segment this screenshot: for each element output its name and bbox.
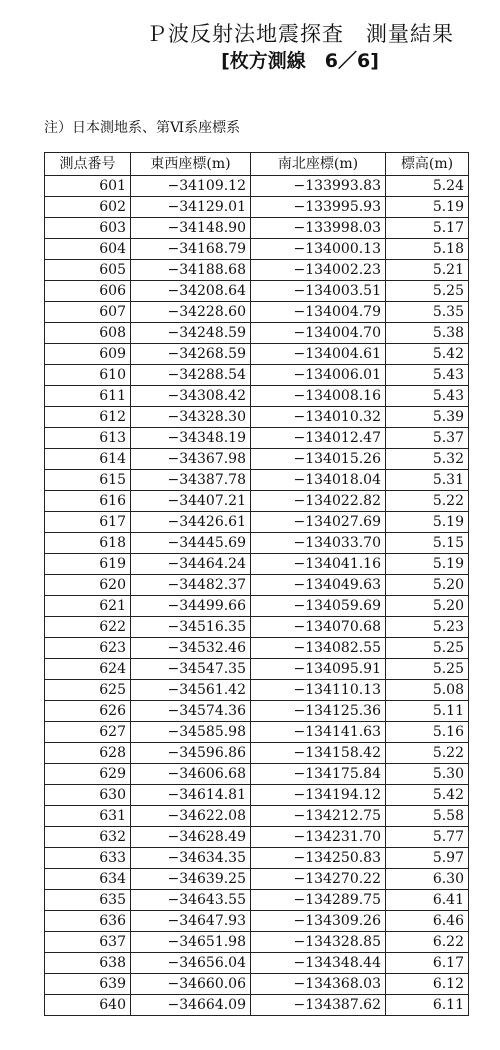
table-row: [45, 176, 469, 197]
station-number-cell: 620: [45, 575, 131, 596]
elevation-cell: 5.43: [386, 386, 469, 407]
east-west-cell: −34129.01: [131, 197, 251, 218]
east-west-cell: −34308.42: [131, 386, 251, 407]
station-number-cell: 622: [45, 617, 131, 638]
table-row: [45, 848, 469, 869]
east-west-cell: −34596.86: [131, 743, 251, 764]
east-west-cell: −34426.61: [131, 512, 251, 533]
elevation-cell: 6.41: [386, 890, 469, 911]
elevation-cell: 5.23: [386, 617, 469, 638]
table-row: [45, 890, 469, 911]
east-west-cell: −34660.06: [131, 974, 251, 995]
east-west-cell: −34482.37: [131, 575, 251, 596]
north-south-cell: −134270.22: [251, 869, 386, 890]
east-west-cell: −34499.66: [131, 596, 251, 617]
station-number-cell: 625: [45, 680, 131, 701]
table-row: [45, 470, 469, 491]
east-west-cell: −34516.35: [131, 617, 251, 638]
east-west-cell: −34464.24: [131, 554, 251, 575]
east-west-cell: −34387.78: [131, 470, 251, 491]
elevation-cell: 5.25: [386, 281, 469, 302]
elevation-cell: 5.08: [386, 680, 469, 701]
table-row: [45, 953, 469, 974]
north-south-cell: −134002.23: [251, 260, 386, 281]
station-number-cell: 613: [45, 428, 131, 449]
elevation-cell: 5.22: [386, 743, 469, 764]
station-number-cell: 629: [45, 764, 131, 785]
elevation-cell: 5.21: [386, 260, 469, 281]
elevation-cell: 5.42: [386, 344, 469, 365]
column-header-station-number: 測点番号: [45, 153, 131, 176]
north-south-cell: −134141.63: [251, 722, 386, 743]
table-row: [45, 491, 469, 512]
east-west-cell: −34547.35: [131, 659, 251, 680]
elevation-cell: 5.17: [386, 218, 469, 239]
north-south-cell: −133993.83: [251, 176, 386, 197]
elevation-cell: 5.19: [386, 554, 469, 575]
station-number-cell: 604: [45, 239, 131, 260]
east-west-cell: −34574.36: [131, 701, 251, 722]
column-header-elevation: 標高(m): [386, 153, 469, 176]
table-row: [45, 218, 469, 239]
elevation-cell: 5.11: [386, 701, 469, 722]
table-row: [45, 932, 469, 953]
elevation-cell: 5.24: [386, 176, 469, 197]
north-south-cell: −134194.12: [251, 785, 386, 806]
line-subtitle: [枚方測線 6／6]: [221, 50, 379, 72]
table-row: [45, 344, 469, 365]
north-south-cell: −134175.84: [251, 764, 386, 785]
coordinate-system-note: 注）日本測地系、第Ⅵ系座標系: [44, 120, 241, 136]
north-south-cell: −134004.61: [251, 344, 386, 365]
east-west-cell: −34647.93: [131, 911, 251, 932]
table-row: [45, 764, 469, 785]
column-header-north-south: 南北座標(m): [251, 153, 386, 176]
station-number-cell: 632: [45, 827, 131, 848]
north-south-cell: −134082.55: [251, 638, 386, 659]
table-row: [45, 995, 469, 1016]
north-south-cell: −134041.16: [251, 554, 386, 575]
station-number-cell: 635: [45, 890, 131, 911]
table-row: [45, 911, 469, 932]
table-row: [45, 281, 469, 302]
station-number-cell: 624: [45, 659, 131, 680]
station-number-cell: 619: [45, 554, 131, 575]
north-south-cell: −134059.69: [251, 596, 386, 617]
elevation-cell: 5.19: [386, 512, 469, 533]
station-number-cell: 631: [45, 806, 131, 827]
table-header-row: [45, 153, 469, 176]
station-number-cell: 612: [45, 407, 131, 428]
east-west-cell: −34628.49: [131, 827, 251, 848]
east-west-cell: −34328.30: [131, 407, 251, 428]
station-number-cell: 608: [45, 323, 131, 344]
north-south-cell: −134070.68: [251, 617, 386, 638]
elevation-cell: 6.12: [386, 974, 469, 995]
east-west-cell: −34656.04: [131, 953, 251, 974]
east-west-cell: −34248.59: [131, 323, 251, 344]
east-west-cell: −34651.98: [131, 932, 251, 953]
east-west-cell: −34168.79: [131, 239, 251, 260]
station-number-cell: 605: [45, 260, 131, 281]
table-row: [45, 575, 469, 596]
elevation-cell: 5.31: [386, 470, 469, 491]
table-row: [45, 806, 469, 827]
elevation-cell: 5.43: [386, 365, 469, 386]
north-south-cell: −134022.82: [251, 491, 386, 512]
north-south-cell: −134309.26: [251, 911, 386, 932]
table-row: [45, 617, 469, 638]
station-number-cell: 628: [45, 743, 131, 764]
table-row: [45, 722, 469, 743]
station-number-cell: 637: [45, 932, 131, 953]
table-row: [45, 323, 469, 344]
station-number-cell: 636: [45, 911, 131, 932]
table-row: [45, 239, 469, 260]
north-south-cell: −134212.75: [251, 806, 386, 827]
elevation-cell: 5.32: [386, 449, 469, 470]
table-row: [45, 449, 469, 470]
table-row: [45, 869, 469, 890]
station-number-cell: 633: [45, 848, 131, 869]
station-number-cell: 638: [45, 953, 131, 974]
elevation-cell: 5.35: [386, 302, 469, 323]
station-number-cell: 607: [45, 302, 131, 323]
table-row: [45, 197, 469, 218]
north-south-cell: −134003.51: [251, 281, 386, 302]
elevation-cell: 6.17: [386, 953, 469, 974]
station-number-cell: 611: [45, 386, 131, 407]
table-row: [45, 407, 469, 428]
elevation-cell: 6.46: [386, 911, 469, 932]
table-row: [45, 365, 469, 386]
east-west-cell: −34109.12: [131, 176, 251, 197]
elevation-cell: 5.19: [386, 197, 469, 218]
station-number-cell: 639: [45, 974, 131, 995]
table-row: [45, 386, 469, 407]
station-number-cell: 621: [45, 596, 131, 617]
north-south-cell: −134049.63: [251, 575, 386, 596]
table-row: [45, 827, 469, 848]
east-west-cell: −34606.68: [131, 764, 251, 785]
elevation-cell: 6.22: [386, 932, 469, 953]
east-west-cell: −34532.46: [131, 638, 251, 659]
station-number-cell: 626: [45, 701, 131, 722]
east-west-cell: −34148.90: [131, 218, 251, 239]
elevation-cell: 5.42: [386, 785, 469, 806]
station-number-cell: 615: [45, 470, 131, 491]
north-south-cell: −134015.26: [251, 449, 386, 470]
north-south-cell: −134000.13: [251, 239, 386, 260]
table-row: [45, 701, 469, 722]
north-south-cell: −134008.16: [251, 386, 386, 407]
north-south-cell: −134348.44: [251, 953, 386, 974]
elevation-cell: 5.20: [386, 596, 469, 617]
east-west-cell: −34348.19: [131, 428, 251, 449]
elevation-cell: 5.97: [386, 848, 469, 869]
north-south-cell: −134012.47: [251, 428, 386, 449]
north-south-cell: −134033.70: [251, 533, 386, 554]
north-south-cell: −134027.69: [251, 512, 386, 533]
east-west-cell: −34188.68: [131, 260, 251, 281]
elevation-cell: 6.11: [386, 995, 469, 1016]
station-number-cell: 627: [45, 722, 131, 743]
elevation-cell: 5.58: [386, 806, 469, 827]
station-number-cell: 601: [45, 176, 131, 197]
station-number-cell: 618: [45, 533, 131, 554]
station-number-cell: 610: [45, 365, 131, 386]
table-row: [45, 638, 469, 659]
elevation-cell: 5.30: [386, 764, 469, 785]
north-south-cell: −134004.70: [251, 323, 386, 344]
north-south-cell: −133995.93: [251, 197, 386, 218]
elevation-cell: 6.30: [386, 869, 469, 890]
table-row: [45, 512, 469, 533]
east-west-cell: −34208.64: [131, 281, 251, 302]
table-row: [45, 974, 469, 995]
north-south-cell: −134006.01: [251, 365, 386, 386]
elevation-cell: 5.77: [386, 827, 469, 848]
table-row: [45, 533, 469, 554]
station-number-cell: 602: [45, 197, 131, 218]
east-west-cell: −34614.81: [131, 785, 251, 806]
table-row: [45, 428, 469, 449]
east-west-cell: −34643.55: [131, 890, 251, 911]
north-south-cell: −134095.91: [251, 659, 386, 680]
north-south-cell: −134328.85: [251, 932, 386, 953]
elevation-cell: 5.22: [386, 491, 469, 512]
north-south-cell: −134387.62: [251, 995, 386, 1016]
elevation-cell: 5.38: [386, 323, 469, 344]
station-number-cell: 623: [45, 638, 131, 659]
elevation-cell: 5.25: [386, 659, 469, 680]
east-west-cell: −34634.35: [131, 848, 251, 869]
north-south-cell: −134368.03: [251, 974, 386, 995]
east-west-cell: −34228.60: [131, 302, 251, 323]
elevation-cell: 5.20: [386, 575, 469, 596]
north-south-cell: −134010.32: [251, 407, 386, 428]
east-west-cell: −34622.08: [131, 806, 251, 827]
column-header-east-west: 東西座標(m): [131, 153, 251, 176]
station-number-cell: 616: [45, 491, 131, 512]
north-south-cell: −134250.83: [251, 848, 386, 869]
elevation-cell: 5.39: [386, 407, 469, 428]
east-west-cell: −34561.42: [131, 680, 251, 701]
station-number-cell: 617: [45, 512, 131, 533]
table-row: [45, 743, 469, 764]
north-south-cell: −134289.75: [251, 890, 386, 911]
page-title: Ｐ波反射法地震探査 測量結果: [146, 22, 454, 46]
north-south-cell: −134125.36: [251, 701, 386, 722]
elevation-cell: 5.15: [386, 533, 469, 554]
station-number-cell: 630: [45, 785, 131, 806]
table-row: [45, 260, 469, 281]
table-row: [45, 596, 469, 617]
north-south-cell: −134004.79: [251, 302, 386, 323]
north-south-cell: −134231.70: [251, 827, 386, 848]
survey-results-table: [44, 152, 469, 1016]
east-west-cell: −34407.21: [131, 491, 251, 512]
station-number-cell: 614: [45, 449, 131, 470]
east-west-cell: −34445.69: [131, 533, 251, 554]
table-row: [45, 302, 469, 323]
station-number-cell: 609: [45, 344, 131, 365]
east-west-cell: −34585.98: [131, 722, 251, 743]
elevation-cell: 5.25: [386, 638, 469, 659]
east-west-cell: −34288.54: [131, 365, 251, 386]
table-row: [45, 680, 469, 701]
elevation-cell: 5.16: [386, 722, 469, 743]
station-number-cell: 606: [45, 281, 131, 302]
north-south-cell: −134110.13: [251, 680, 386, 701]
elevation-cell: 5.37: [386, 428, 469, 449]
station-number-cell: 634: [45, 869, 131, 890]
north-south-cell: −133998.03: [251, 218, 386, 239]
north-south-cell: −134018.04: [251, 470, 386, 491]
east-west-cell: −34639.25: [131, 869, 251, 890]
east-west-cell: −34268.59: [131, 344, 251, 365]
east-west-cell: −34664.09: [131, 995, 251, 1016]
east-west-cell: −34367.98: [131, 449, 251, 470]
station-number-cell: 603: [45, 218, 131, 239]
elevation-cell: 5.18: [386, 239, 469, 260]
table-row: [45, 659, 469, 680]
north-south-cell: −134158.42: [251, 743, 386, 764]
station-number-cell: 640: [45, 995, 131, 1016]
table-row: [45, 785, 469, 806]
table-row: [45, 554, 469, 575]
